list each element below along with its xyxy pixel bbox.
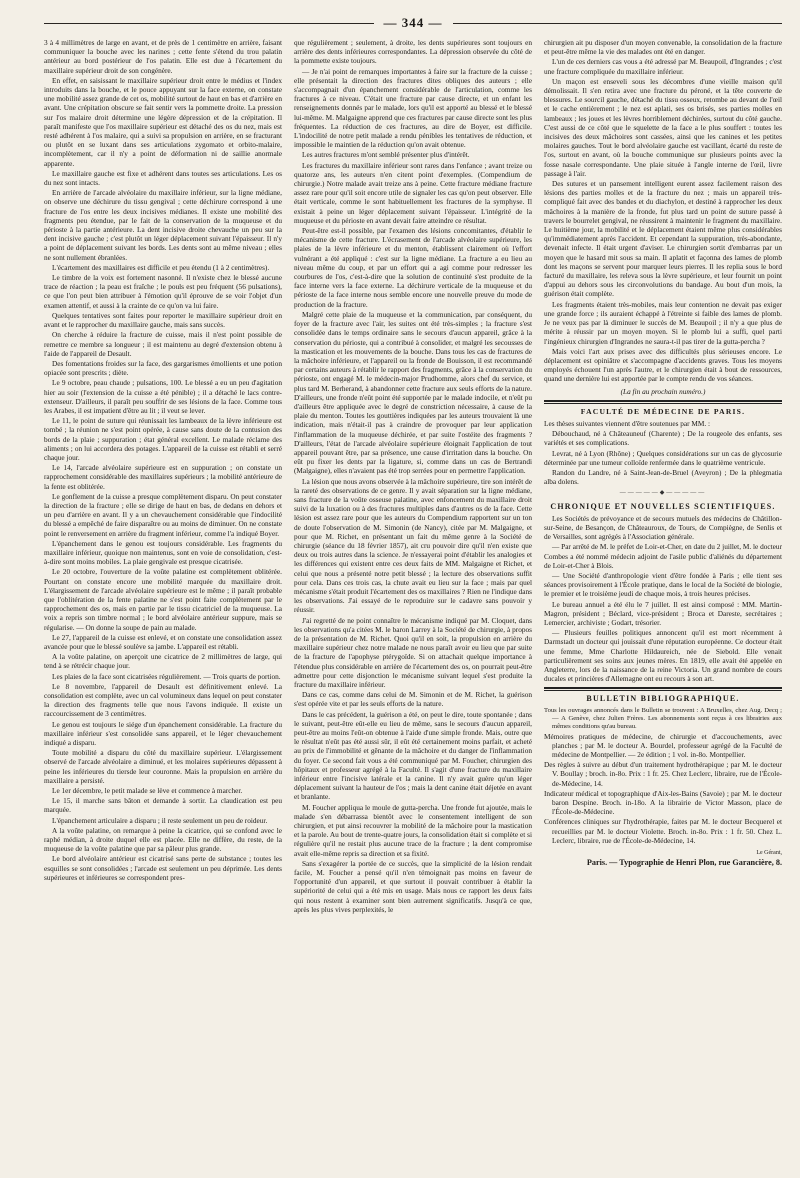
bulletin-heading: BULLETIN BIBLIOGRAPHIQUE. <box>586 694 740 704</box>
paragraph: Les fragments étaient très-mobiles, mais leur contention ne devait pas exiger une grande force ; ils auraient échappé à l'étreinte si faible des lames de plomb. Je ne veux pas par là diminuer le succès de M. Beaupoil ; il n'y a que plus de mérite à réussir par un moyen moyen. Si le plomb lui a suffi, quel parti l'ingénieux chirurgien d'Ingrandes ne saura-t-il pas tirer de la gutta-percha ? <box>544 299 782 346</box>
paragraph: L'écartement des maxillaires est difficile et peu étendu (1 à 2 centimètres). <box>52 262 270 272</box>
section-rule-thin <box>544 403 782 404</box>
paragraph: — Par arrêté de M. le préfet de Loir-et-Cher, en date du 2 juillet, M. le docteur Combes a été nommé médecin adjoint de l'asile public d'aliénés du département de Loir-et-Cher à Blois. <box>544 542 782 570</box>
printer-line: Paris. — Typographie de Henri Plon, rue Garancière, 8. <box>586 858 782 868</box>
paragraph: Le 8 novembre, l'appareil de Desault est définitivement enlevé. La consolidation est complète, avec un cal volumineux dans lequel on peut constater la direction des fragments telle que nous l'avons indiquée. Il existe un raccourcissement de 3 centimètres. <box>44 681 282 719</box>
paragraph: Un maçon est enseveli sous les décombres d'une vieille maison qu'il démolissait. Il s'en retira avec une fracture du péroné, et la tête couverte de blessures. Le sourcil gauche, détaché du tissu osseux, retombe au devant de l'œil et le cache entièrement ; le nez est aplati, ses os brisés, ses parties molles en lambeaux ; les joues et les lèvres horriblement déchirées, surtout du côté gauche. C'est aussi de ce côté que le squelette de la face a le plus souffert : toutes les incisives des deux mâchoires sont cassées, ainsi que les canines et les petites molaires gauches. Tout le bord alvéolaire gauche est vacillant, écarté du reste de l'os, surtout en avant, où la bouche communique sur plusieurs points avec la fosse nasale correspondante. Une plaie située à l'angle interne de l'œil, livre passage à l'air. <box>544 76 782 178</box>
faculty-section <box>544 419 782 486</box>
chronicle-heading: CHRONIQUE ET NOUVELLES SCIENTIFIQUES. <box>550 501 776 511</box>
faculty-heading: FACULTÉ DE MÉDECINE DE PARIS. <box>580 406 746 416</box>
header-rule-right <box>453 23 783 24</box>
bulletin-entries <box>544 732 782 845</box>
paragraph: — Plusieurs feuilles politiques annoncent qu'il est mort récemment à Darmstadt un docteur qui jouissait d'une réputation européenne. Ce docteur était une femme, Mme Charlotte Hildaureich, née de Siebold. Elle venait particulièrement ses soins aux jeunes mères. En 1819, elle avait été appelée en Angleterre, lors de la naissance de la reine Victoria. Un grand nombre de cours ducales et princières d'Allemagne ont eu recours à son art. <box>544 628 782 684</box>
paragraph: Le 20 octobre, l'ouverture de la voûte palatine est complètement oblitérée. Pourtant on constate encore une mobilité marquée du maxillaire droit. L'élargissement de l'arcade alvéolaire supérieure est le même ; il paraît probable que l'oblitération de la fente palatine ne s'est point faite complètement par le rapprochement des os, mais en partie par le tissu cicatriciel de la muqueuse. La voix a repris son timbre normal ; le bord alvéolaire antérieur suppure, mais se régularise. — On donne la soupe de pain au malade. <box>44 567 282 632</box>
paragraph: Le gonflement de la cuisse a presque complètement disparu. On peut constater la direction de la fracture ; elle se dirige de haut en bas, de dedans en dehors et un peu d'arrière en avant. Il y a un chevauchement considérable que l'indocilité du blessé a empêché de faire disparaître ou au moins de diminuer. On ne constate point le renversement en arrière du fragment inférieur, comme l'a indiqué Boyer. <box>44 491 282 538</box>
paragraph: Dans le cas précédent, la guérison a été, on peut le dire, toute spontanée ; dans le suivant, peut-être eût-elle eu lieu de même, sans le secours d'aucun appareil, peut-être au moins l'eût-on obtenue à l'aide d'une simple fronde. Mais, outre que le résultat n'eût pas été aussi sûr, il eût été certainement moins parfait, et acheté au prix de l'immobilité et gênante de la mâchoire et du danger de l'inflammation du foyer. Ce second fait vous a été communiqué par M. Foucher, chirurgien des hôpitaux et professeur agrégé à la Faculté. Il s'agit d'une fracture du maxillaire inférieur entre l'incisive latérale et la canine. Il n'y avait guère qu'un léger déplacement suivant la hauteur de l'os ; mais la dent canine était déjetée en avant et branlante. <box>294 709 532 802</box>
paragraph: Le 1er décembre, le petit malade se lève et commence à marcher. <box>52 786 243 796</box>
paragraph: M. Foucher appliqua le moule de gutta-percha. Une fronde fut ajoutée, mais le malade s'en débarrassa bientôt avec le consentement intelligent de son chirurgien, et put ainsi recouvrer la mobilité de la mâchoire pour la mastication et la parole. Au bout de trente-quatre jours, la consolidation était si complète et si régulière qu'il ne restait plus aucune trace de la fracture ; la dent compromise avait elle-même repris sa direction et sa fixité. <box>294 802 532 858</box>
paragraph: 3 à 4 millimètres de large en avant, et de près de 1 centimètre en arrière, faisant communiquer la bouche avec les narines ; cette fente s'étend du trou palatin antérieur au bord postérieur de l'os palatin. Elle est due à l'écartement du maxillaire supérieur droit de son congénère. <box>44 38 282 75</box>
paragraph: Malgré cette plaie de la muqueuse et la communication, par conséquent, du foyer de la fracture avec l'air, les suites ont été très-simples ; la fracture s'est consolidée dans le temps ordinaire sans le secours d'aucun appareil, grâce à la conservation du périoste, qui a contribué à consolider, et malgré les secousses de la mastication et les mouvements de la bouche. Dans tous les cas de fractures de la mâchoire inférieure, et l'appareil ou la fronde de Bouisson, il est recommandé par certains auteurs à rétablir le rapport des fragments, grâce à la conservation du périoste, ont engagé M. le médecin-major Prudhomme, alors chef du service, et plus tard M. Berherand, à abandonner cette fracture aux seuls efforts de la nature. D'ailleurs, une fronde n'eût point été supportée par le malade indocile, et n'eût pu d'ailleurs être appliquée avec le degré de constriction nécessaire, à cause de la plaie du menton. Toutes les gouttières indiquées par les auteurs trouvaient là une indication, mais n'était-il pas à craindre de provoquer par leur application l'inflammation de la muqueuse déchirée, et par suite l'ostéite des fragments ? D'ailleurs, l'état de l'arcade alvéolaire supérieure éloignait l'application de tout appareil pouvant être, par sa présence, une cause d'irritation dans la bouche. On eût pu fixer les dents par la ligature, si, comme dans un cas de Bertrandi (Malgaigne), elles n'avaient pas été trop serrées pour en permettre l'application. <box>294 309 532 476</box>
paragraph: Les plaies de la face sont cicatrisées régulièrement. — Trois quarts de portion. <box>52 671 281 681</box>
paragraph: Peut-être est-il possible, par l'examen des lésions concomitantes, d'établir le mécanisme de cette fracture. L'écrasement de l'arcade alvéolaire supérieure, les plaies de la lèvre inférieure et du menton, établissent clairement où l'effort vulnérant a été appliqué : c'est sur la ligne médiane. La fracture a eu lieu au niveau même du coup, et par un effort qui a agi comme pour redresser les courbures de l'os, c'est-à-dire que la solution de continuité s'est produite de la face interne vers la face externe. La déchirure verticale de la muqueuse et du périoste de la face interne nous semble encore une nouvelle preuve du mode de production de la fracture. <box>294 226 532 309</box>
paragraph: En effet, en saisissant le maxillaire supérieur droit entre le médius et l'index introduits dans la bouche, et le pouce appuyant sur la face externe, on constate une mobilité assez grande de cet os, mobilité surtout de haut en bas et d'arrière en avant. Une crépitation obscure se fait sentir vers la pommette droite. La pression sur l'os malaire droit détermine une légère dépression et de la crépitation. Il paraît manifeste que l'os maxillaire supérieur est détaché des os du nez, mais est resté adhérent à l'os malaire, qui a suivi sa propulsion en arrière, en se fracturant ou plutôt en se luxant dans ses articulations zygomato et orbito-malaire, incomplètement, car il n'y a point de déformation ni de saillie anormale apparente. <box>44 75 282 168</box>
paragraph: Conférences cliniques sur l'hydrothérapie, faites par M. le docteur Becquerel et recueillies par M. le docteur Violette. Broch. in-8o. Prix : 1 fr. 50. Chez L. Leclerc, libraire, rue de l'École-de-Médecine, 14. <box>544 817 782 845</box>
column-2 <box>294 38 532 1168</box>
paragraph: La lésion que nous avons observée à la mâchoire supérieure, tire son intérêt de la rareté des observations de ce genre. Il y avait séparation sur la ligne médiane, sans fracture de la voûte osseuse palatine, avec enfoncement du maxillaire droit suivi de la luxation ou à des fractures multiples dans d'autres os de la face. Cette lésion est assez rare pour que les auteurs du Compendium rapportent sur un ton de doute l'observation de M. Simonin (de Nancy), citée par M. Malgaigne, et pour que M. Richet, en présentant un fait du même genre à la Société de chirurgie (séance du 18 février 1857), ait cru pouvoir dire qu'il n'en existe que deux ou trois autres dans la science. Je n'essayerai point d'établir les analogies et les différences qui existent entre ces deux faits de MM. Malgaigne et Richet, et celui que nous a présenté notre petit blessé ; la lecture des observations suffit pour cela. Dans ces trois cas, la chute avait eu lieu sur la face ; mais par quel mécanisme s'était produit l'écartement des os maxillaires ? Rien ne l'indique dans les observations. J'ai essayé de le reproduire sur le cadavre sans pouvoir y réussir. <box>294 476 532 615</box>
text-columns <box>44 38 782 1168</box>
paragraph: Indicateur médical et topographique d'Aix-les-Bains (Savoie) ; par M. le docteur baron Despine. Broch. in-18o. A la librairie de Victor Masson, place de l'École-de-Médecine. <box>544 788 782 817</box>
paragraph: Le timbre de la voix est fortement nasonné. Il n'existe chez le blessé aucune trace de réaction ; la peau est fraîche ; le pouls est peu fréquent (56 pulsations), ce que l'on peut bien attribuer à l'émotion qu'il éprouve de se voir l'objet d'un examen attentif, et aussi à la crainte de ce qu'on va lui faire. <box>44 273 282 310</box>
column-3-body <box>544 38 782 384</box>
paragraph: L'épanchement dans le genou est toujours considérable. Les fragments du maxillaire inférieur, quoique non maintenus, sont en voie de consolidation, c'est-à-dire sont moins mobiles. La plaie gengivale est presque cicatrisée. <box>44 538 282 567</box>
paragraph: chirurgien ait pu disposer d'un moyen convenable, la consolidation de la fracture et peut-être même la vie des malades ont été en danger. <box>544 38 782 57</box>
paragraph: Les fractures du maxillaire inférieur sont rares dans l'enfance ; avant treize ou quatorze ans, les auteurs n'en citent point d'exemples. (Compendium de chirurgie.) Notre malade avait treize ans à peine. Cette fracture médiane fracture assez rare pour qu'il soit encore utile de signaler les cas qu'on peut observer. Elle était verticale, comme le sont habituellement les fractures de la symphyse. Il existait à peine un léger déplacement suivant l'épaisseur. L'intégrité de la muqueuse et du périoste en avant devait faire atteindre ce résultat. <box>294 160 532 225</box>
paragraph: Quelques tentatives sont faites pour reporter le maxillaire supérieur droit en avant et le rapprocher du maxillaire gauche, mais sans succès. <box>44 310 282 330</box>
gerant-label: Le Gérant, <box>756 850 782 857</box>
paragraph: Des sutures et un pansement intelligent eurent assez facilement raison des lésions des parties molles et de la fracture du nez ; mais un appareil très-compliqué fait avec des bandes et du diachylon, et destiné à rapprocher les deux mâchoires à la manière de la fronde, fut plus tard un point de suture passé à travers le bourrelet gengival, ne réussirent à maintenir le fragment du maxillaire. Le huitième jour, la mobilité et le déplacement étaient même plus considérables qu'immédiatement après l'accident. Et cependant la suppuration, très-abondante, devenait infecte. Il était urgent d'aviser. Le chirurgien sortit d'embarras par un moyen que le hasard mit sous sa main. Il aplatit et façonna des lames de plomb dont les maçons se servent pour marquer leurs pierres. Il les replia sous le bord facturé du maxillaire, les releva sous la lèvre supérieure, et leur fournit un point d'appui au dehors sous les circonvolutions du bandage. Au bout d'un mois, la guérison était complète. <box>544 179 782 299</box>
page-header <box>44 10 782 36</box>
paragraph: Le maxillaire gauche est fixe et adhérent dans toutes ses articulations. Les os du nez sont intacts. <box>44 168 282 188</box>
paragraph: On cherche à réduire la fracture de cuisse, mais il n'est point possible de remettre ce membre sa longueur ; il est maintenu au degré d'extension obtenu à l'aide de l'appareil de Desault. <box>44 330 282 358</box>
paragraph: Des règles à suivre au début d'un traitement hydrothérapique ; par M. le docteur V. Boullay ; broch. in-8o. Prix : 1 fr. 25. Chez Leclerc, libraire, rue de l'École-de-Médecine, 14. <box>544 760 782 788</box>
paragraph: — Je n'ai point de remarques importantes à faire sur la fracture de la cuisse ; elle présentait la direction des fractures dites obliques des auteurs ; elle s'accompagnait d'un épanchement considérable de l'articulation, comme les fractures à ce niveau. C'était une fracture par cause directe, et un enfant les renseignements donnés par le malade, lors qu'il est apporté au blessé et le blessé lui-même. M. Malgaigne apprend que ces fractures par cause directe sont les plus fréquentes. La réduction de ces fractures, au dire de Boyer, est difficile. L'indocilité de notre petit malade a rendu pénibles les tentatives de réduction, et impossible le maintien de la réduction qu'on avait obtenue. <box>294 66 532 150</box>
paragraph: Mémoires pratiques de médecine, de chirurgie et d'accouchements, avec planches ; par M. le docteur A. Bourdel, professeur agrégé de la Faculté de médecine de Montpellier. — 2e édition ; 1 vol. in-8o. Montpellier. <box>544 731 782 760</box>
paragraph: Dans ce cas, comme dans celui de M. Simonin et de M. Richet, la guérison s'est opérée vite et par les seuls efforts de la nature. <box>294 690 532 709</box>
paragraph: Débouchaud, né à Châteauneuf (Charente) ; De la rougeole des enfants, ses variétés et ses complications. <box>544 429 782 448</box>
paragraph: Les thèses suivantes viennent d'être soutenues par MM. : <box>544 418 711 428</box>
paragraph: que régulièrement ; seulement, à droite, les dents supérieures sont toujours en arrière des dents inférieures correspondantes. La dépression observée du côté de la pommette existe toujours. <box>294 38 532 66</box>
section-rule <box>544 400 782 402</box>
column-1 <box>44 38 282 1168</box>
continuation-note: (La fin au prochain numéro.) <box>620 386 706 396</box>
paragraph: Le 27, l'appareil de la cuisse est enlevé, et on constate une consolidation assez avancée pour que le blessé soulève sa jambe. L'appareil est rétabli. <box>44 632 282 651</box>
paragraph: Levrat, né à Lyon (Rhône) ; Quelques considérations sur un cas de glycosurie déterminée par une tumeur colloïde renfermée dans le quatrième ventricule. <box>544 448 782 467</box>
paragraph: Le 11, le point de suture qui réunissait les lambeaux de la lèvre inférieure est tombé ; la réunion ne s'est point opérée, à cause sans doute de la contusion des bords de la plaie ; suppuration ; état général excellent. Le malade réclame des aliments ; on lui accordera des potages. L'appareil de la cuisse est rétabli et serré chaque jour. <box>44 416 282 462</box>
ornament-divider: —————◆————— <box>619 490 707 497</box>
paragraph: Les Sociétés de prévoyance et de secours mutuels des médecins de Châtillon-sur-Seine, de Besançon, de Châteauroux, de Tours, de Compiègne, de Senlis et de Versailles, sont agrégés à l'Association générale. <box>544 513 782 542</box>
paragraph: Des fomentations froides sur la face, des gargarismes émollients et une potion opiacée sont prescrits ; diète. <box>44 358 282 378</box>
paragraph: Le 14, l'arcade alvéolaire supérieure est en suppuration ; on constate un rapprochement considérable des maxillaires supérieurs ; la mobilité antérieure de la fente est oblitérée. <box>44 463 282 491</box>
imprint <box>544 849 782 867</box>
paragraph: L'un de ces derniers cas vous a été adressé par M. Beaupoil, d'Ingrandes ; c'est une fracture compliquée du maxillaire inférieur. <box>544 57 782 76</box>
paragraph: A la voûte palatine, on aperçoit une cicatrice de 2 millimètres de large, qui tend à se rétrécir chaque jour. <box>44 652 282 671</box>
paragraph: Les autres fractures m'ont semblé présenter plus d'intérêt. <box>302 150 470 160</box>
paragraph: Le bord alvéolaire antérieur est cicatrisé sans perte de substance ; toutes les esquilles se sont consolidées ; l'arcade est seulement un peu déprimée. Les dents supérieures et inférieures se correspondent pres- <box>44 854 282 882</box>
paragraph: Le 15, il marche sans bâton et demande à sortir. La claudication est peu marquée. <box>44 796 282 815</box>
paragraph: J'ai regretté de ne point connaître le mécanisme indiqué par M. Cloquet, dans les observations qu'a citées M. le baron Larrey à la Société de chirurgie, à propos de la présentation de M. Richet. Quoi qu'il en soit, la propulsion en arrière du maxillaire supérieur chez notre malade ne nous paraît avoir eu lieu que par suite de la fracture de l'apophyse ptérygoïde. Si on attachait quelque importance à l'étendue plus considérable en arrière de l'écartement des os, on pourrait peut-être admettre pour cette disjonction le mécanisme suivant lequel s'est produite la fracture du maxillaire inférieur. <box>294 615 532 690</box>
bulletin-section <box>544 707 782 845</box>
paragraph: Sans s'exagérer la portée de ce succès, que la simplicité de la lésion rendait facile, M. Foucher a pensé qu'il n'en témoignait pas moins en faveur de l'opportunité d'un appareil, et que surtout il pouvait contribuer à établir la supériorité de celui qui a été mis en usage. Mais nous ce rapport les deux faits qui nous restent à examiner sont bien autrement significatifs. Jusqu'à ce que, après les plus vives perplexités, le <box>294 858 532 914</box>
column-3 <box>544 38 782 1168</box>
section-rule-thin <box>544 690 782 691</box>
paragraph: En arrière de l'arcade alvéolaire du maxillaire inférieur, sur la ligne médiane, on observe une déchirure du tissu gengival ; cette déchirure correspond à une fracture de l'os entre les deux incisives médianes. Il existe une mobilité des fragments peu étendue, par le fait de la conservation de la muqueuse et du périoste à la partie antérieure. La dent incisive droite chevauche un peu sur la dent incisive gauche ; c'est plutôt un léger déplacement suivant l'épaisseur. Il n'y a point de déplacement suivant les bords. Les dents sont au même niveau ; elles ne sont nullement ébranlées. <box>44 188 282 262</box>
bulletin-notice: Tous les ouvrages annoncés dans le Bulletin se trouvent : A Bruxelles, chez Aug. Decq ; — A Genève, chez Julien Frères. Les abonnements sont reçus à ces librairies aux mêmes conditions qu'au bureau. <box>544 706 782 730</box>
paragraph: Mais voici l'art aux prises avec des difficultés plus sérieuses encore. Le déplacement est opiniâtre et s'accompagne d'accidents graves. Tous les moyens employés échouent l'un après l'autre, et le chirurgien était à bout de ressources, quand une dernière lui est apportée par le compte rendu de vos séances. <box>544 346 782 384</box>
paragraph: Le bureau annuel a été élu le 7 juillet. Il est ainsi composé : MM. Martin-Magron, président ; Béclard, vice-président ; Broca et Dareste, secrétaires ; Lemercier, archiviste ; Godart, trésorier. <box>544 599 782 627</box>
paragraph: A la voûte palatine, on remarque à peine la cicatrice, qui se confond avec le raphé médian, à droite duquel elle est placée. Elle ne diffère, du reste, de la muqueuse de la voûte palatine que par sa pâleur plus grande. <box>44 825 282 854</box>
paragraph: Toute mobilité a disparu du côté du maxillaire supérieur. L'élargissement observé de l'arcade alvéolaire a diminué, et les molaires supérieures dépassent à peine les inférieures du tiersde leur couronne. Mais la propulsion en arrière du maxillaire a persisté. <box>44 748 282 785</box>
paragraph: — Une Société d'anthropologie vient d'être fondée à Paris ; elle tient ses séances provisoirement à l'École pratique, dans le local de la Société de biologie, le premier et le troisième jeudi de chaque mois, à trois heures précises. <box>544 570 782 599</box>
paragraph: Le genou est toujours le siége d'un épanchement considérable. La fracture du maxillaire inférieur s'est consolidée sans appareil, et le léger chevauchement indiqué a disparu. <box>44 719 282 748</box>
section-rule <box>544 687 782 689</box>
page-number: — 344 — <box>383 15 443 30</box>
paragraph: Le 9 octobre, peau chaude ; pulsations, 100. Le blessé a eu un peu d'agitation hier au soir (l'extension de la cuisse a été pénible) ; il a détaché le lacs contre-extenseur. D'ailleurs, il paraît peu souffrir de ses lésions de la face. Comme tous les Arabes, il est impatient d'être au lit ; il veut se lever. <box>44 378 282 415</box>
paragraph: Randon du Landre, né à Saint-Jean-de-Bruel (Aveyron) ; De la phlegmatia alba dolens. <box>544 467 782 487</box>
header-rule-left <box>44 23 374 24</box>
paragraph: L'épanchement articulaire a disparu ; il reste seulement un peu de roideur. <box>52 815 268 825</box>
chronicle-section <box>544 514 782 684</box>
